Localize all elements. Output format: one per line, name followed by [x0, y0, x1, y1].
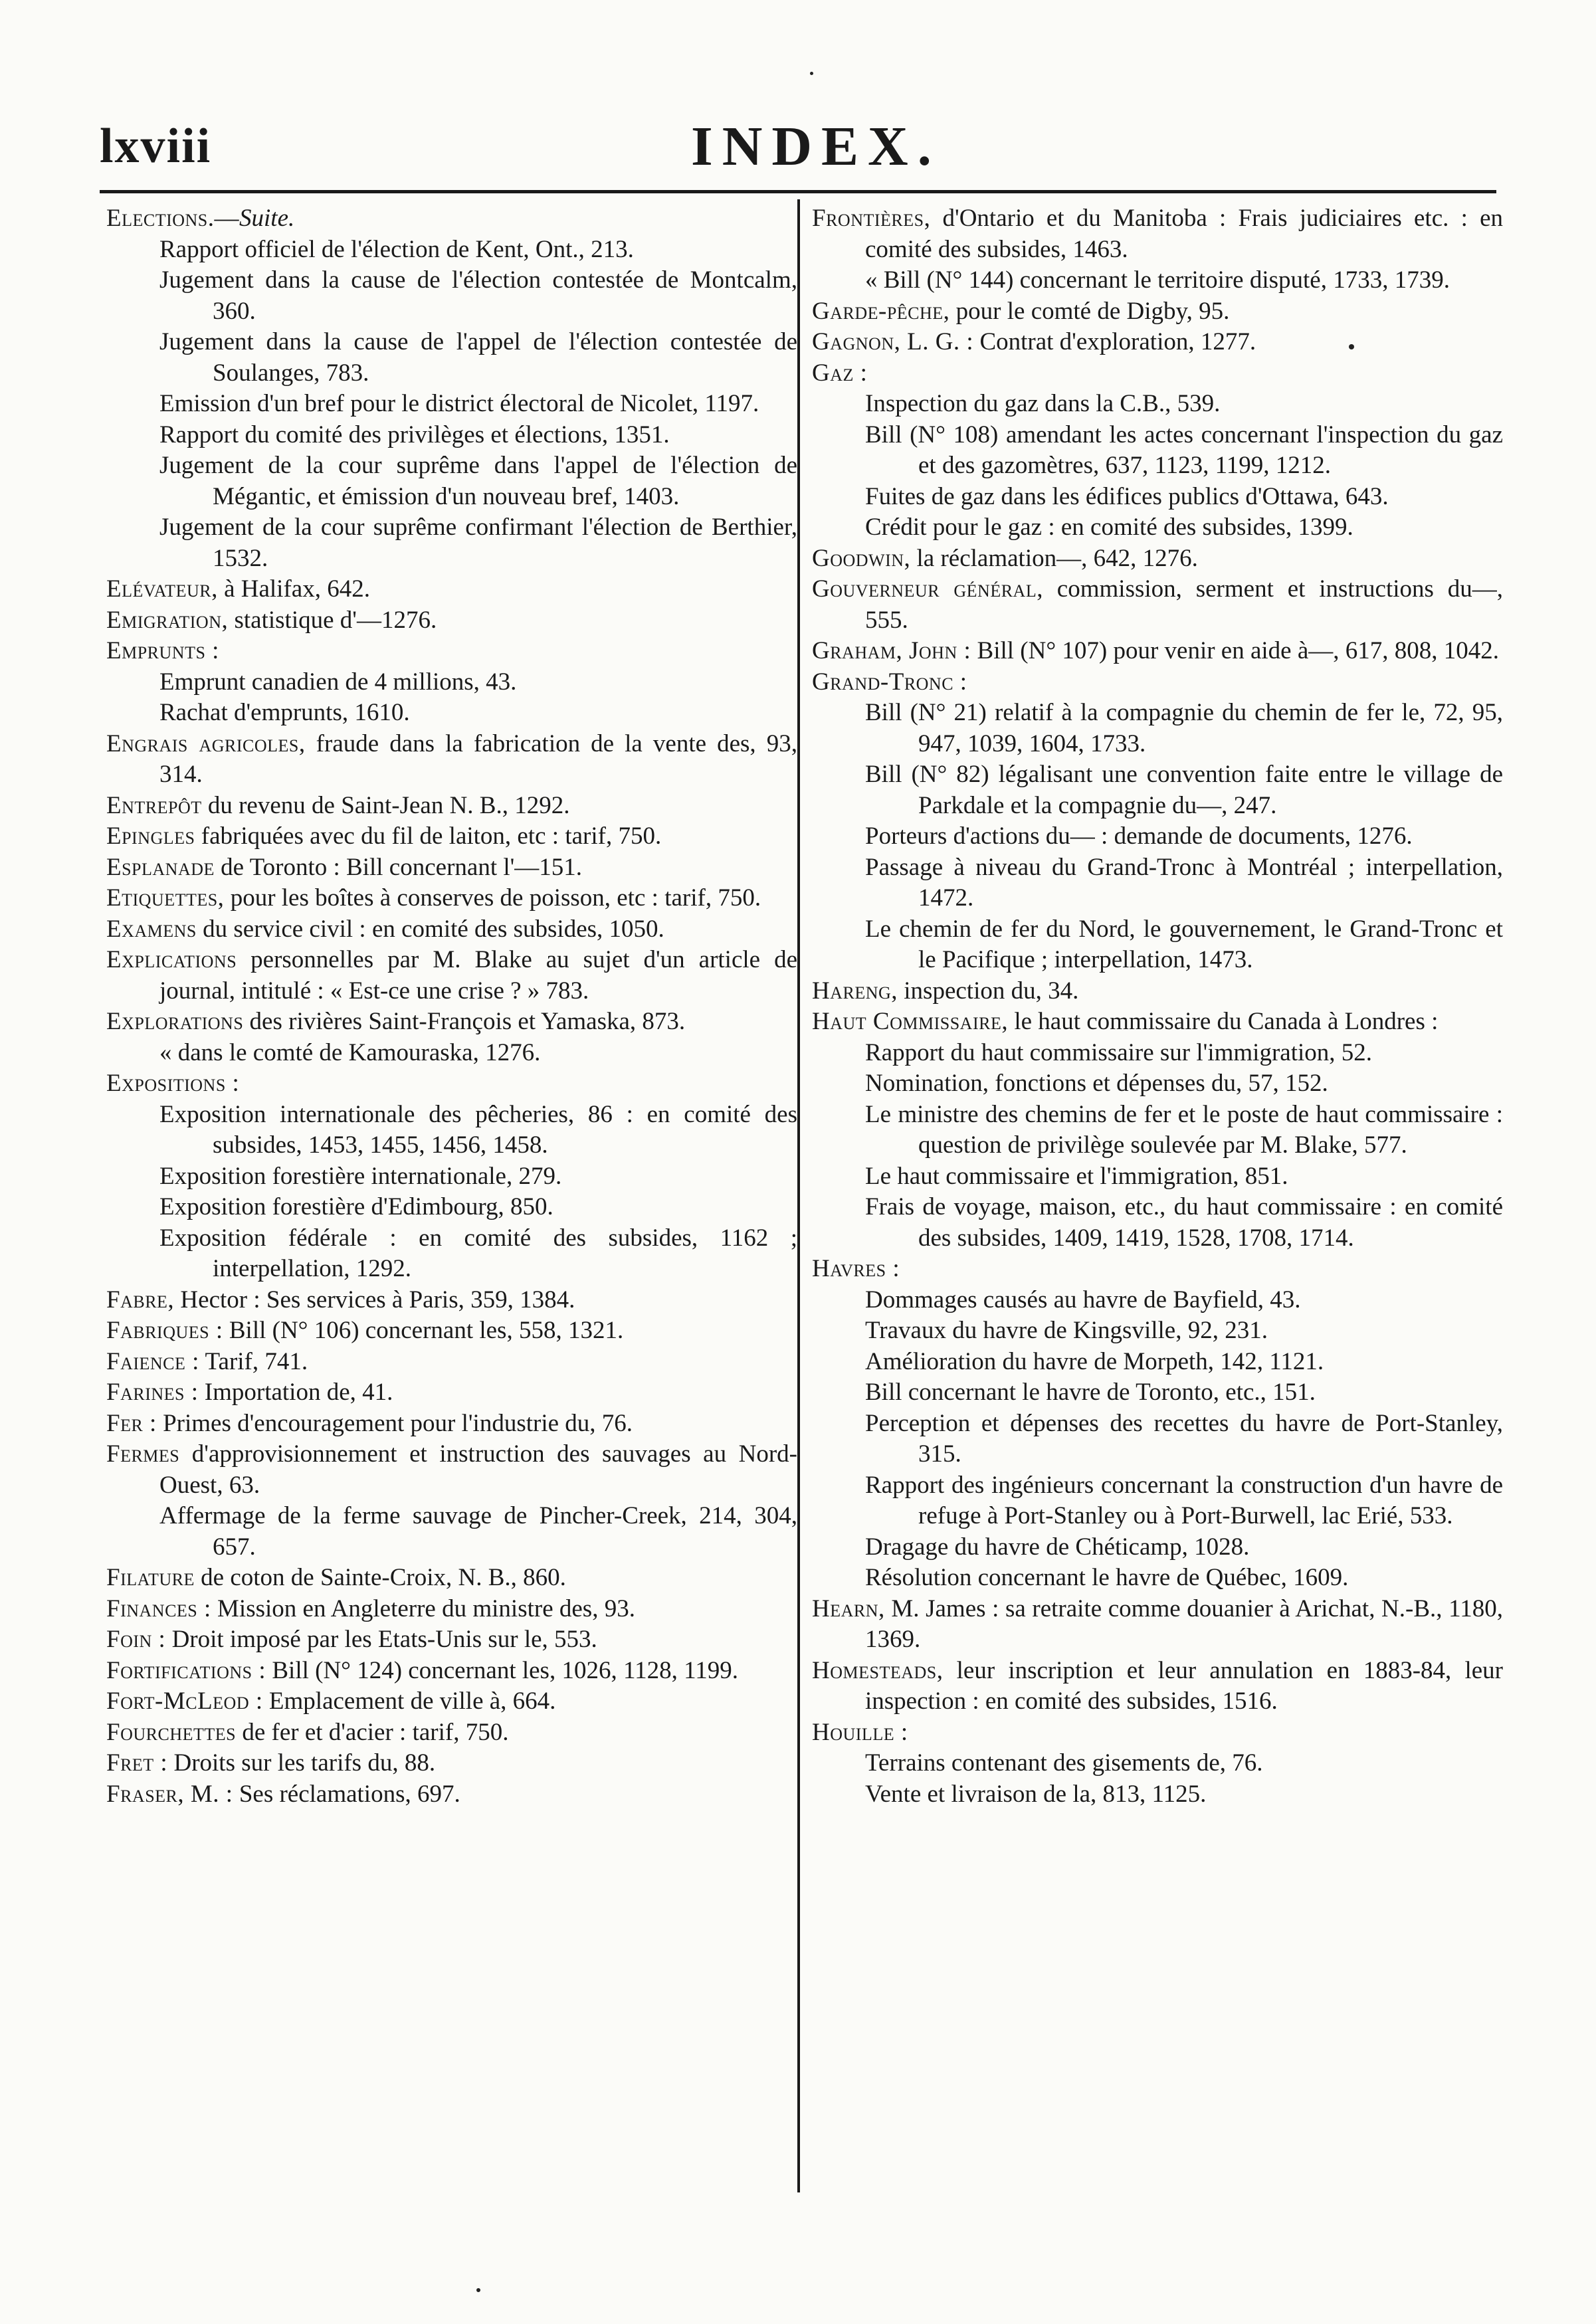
- index-text: du revenu de Saint-Jean N. B., 1292.: [201, 791, 570, 819]
- index-text: Bill (N° 108) amendant les actes concernant l'inspection du gaz et des gazomètres, 637, 1123, 1199, 1212.: [865, 421, 1503, 479]
- index-text: Bill (N° 21) relatif à la compagnie du chemin de fer le, 72, 95, 947, 1039, 1604, 1733.: [865, 699, 1503, 757]
- index-entry: [106, 883, 797, 914]
- index-text: Tarif, 741.: [199, 1347, 308, 1375]
- index-text: Emplacement de ville à, 664.: [262, 1688, 556, 1715]
- index-subentry: [106, 265, 797, 327]
- index-subentry: [812, 389, 1503, 420]
- index-term: Homesteads,: [812, 1656, 944, 1684]
- index-entry: [106, 1686, 797, 1717]
- index-term: Havres :: [812, 1255, 900, 1282]
- index-term: Fer :: [106, 1409, 157, 1437]
- index-subentry: [812, 1285, 1503, 1316]
- index-term: Frontières,: [812, 205, 931, 232]
- index-entry: [106, 1439, 797, 1501]
- index-subentry: [106, 235, 797, 266]
- index-subentry: [812, 852, 1503, 914]
- index-text: des rivières Saint-François et Yamaska, 873.: [243, 1008, 686, 1035]
- index-text: Affermage de la ferme sauvage de Pincher-Creek, 214, 304, 657.: [159, 1502, 797, 1561]
- index-term: Goodwin,: [812, 544, 911, 572]
- index-entry: [106, 1717, 797, 1749]
- index-text: Passage à niveau du Grand-Tronc à Montréal ; interpellation, 1472.: [865, 853, 1503, 912]
- index-entry: [106, 821, 797, 852]
- index-term: Grand-Tronc :: [812, 668, 967, 696]
- index-term: Expositions :: [106, 1070, 240, 1097]
- index-subentry: [106, 389, 797, 420]
- index-entry: [106, 1656, 797, 1687]
- index-text: « Bill (N° 144) concernant le territoire disputé, 1733, 1739.: [865, 266, 1450, 294]
- index-text: Vente et livraison de la, 813, 1125.: [865, 1780, 1207, 1808]
- index-entry: [106, 636, 797, 667]
- index-entry: [812, 1594, 1503, 1656]
- index-term: Fermes: [106, 1440, 180, 1468]
- index-entry: [812, 1254, 1503, 1285]
- index-entry: [812, 667, 1503, 698]
- index-term: Elévateur,: [106, 575, 218, 603]
- index-text: le haut commissaire du Canada à Londres :: [1008, 1008, 1439, 1035]
- index-term: Gagnon, L. G. :: [812, 328, 974, 355]
- index-subentry: [812, 512, 1503, 543]
- page-title: INDEX.: [691, 116, 941, 177]
- index-text: à Halifax, 642.: [217, 575, 370, 603]
- index-text: Rapport des ingénieurs concernant la construction d'un havre de refuge à Port-Stanley ou à Port-Burwell, lac Erié, 533.: [865, 1471, 1503, 1529]
- index-text: Rapport officiel de l'élection de Kent, Ont., 213.: [159, 235, 634, 263]
- index-text: « dans le comté de Kamouraska, 1276.: [159, 1038, 541, 1066]
- index-term: Finances :: [106, 1595, 211, 1622]
- index-term: Haut Commissaire,: [812, 1008, 1009, 1035]
- index-entry: [812, 296, 1503, 328]
- index-text: Le ministre des chemins de fer et le poste de haut commissaire : question de privilège soulevée par M. Blake, 577.: [865, 1100, 1503, 1159]
- index-text: Droit imposé par les Etats-Unis sur le, 553.: [165, 1626, 597, 1653]
- index-term: Engrais agricoles,: [106, 729, 306, 757]
- index-term: Faience :: [106, 1347, 199, 1375]
- index-entry: [812, 1007, 1503, 1038]
- index-subentry: [106, 327, 797, 389]
- index-text: Mission en Angleterre du ministre des, 93.: [211, 1595, 635, 1622]
- index-term: Graham, John :: [812, 637, 971, 664]
- index-entry: [812, 203, 1503, 265]
- index-text: Jugement de la cour suprême confirmant l'élection de Berthier, 1532.: [159, 514, 797, 572]
- index-text: pour les boîtes à conserves de poisson, etc : tarif, 750.: [224, 884, 761, 912]
- index-text: Hector : Ses services à Paris, 359, 1384.: [174, 1286, 575, 1313]
- index-subentry: [106, 1038, 797, 1069]
- index-text: Inspection du gaz dans la C.B., 539.: [865, 390, 1221, 417]
- index-term: Hearn,: [812, 1595, 885, 1622]
- index-subentry: [106, 698, 797, 729]
- index-text: Bill (N° 82) légalisant une convention faite entre le village de Parkdale et la compagnie du—, 247.: [865, 761, 1503, 819]
- index-term: Explications: [106, 946, 237, 973]
- index-term: Fabre,: [106, 1286, 175, 1313]
- print-mark: [476, 2288, 480, 2292]
- index-text: Le haut commissaire et l'immigration, 851.: [865, 1162, 1288, 1190]
- index-entry: [106, 1624, 797, 1656]
- index-text: statistique d'—1276.: [228, 606, 437, 634]
- index-entry: [106, 1285, 797, 1316]
- index-term: Explorations: [106, 1008, 244, 1035]
- index-entry: [106, 1377, 797, 1408]
- index-text: Jugement dans la cause de l'appel de l'élection contestée de Soulanges, 783.: [159, 328, 797, 387]
- index-entry: [106, 729, 797, 791]
- index-entry: [106, 1068, 797, 1100]
- index-column-left: [106, 203, 797, 1810]
- index-subentry: [812, 914, 1503, 976]
- index-text: Amélioration du havre de Morpeth, 142, 1121.: [865, 1347, 1324, 1375]
- index-term: Fraser, M. :: [106, 1780, 233, 1808]
- index-subentry: [812, 1347, 1503, 1378]
- index-subentry: [106, 1223, 797, 1285]
- index-text: Rapport du comité des privilèges et élections, 1351.: [159, 421, 670, 448]
- index-text: de Toronto : Bill concernant l'—151.: [214, 853, 583, 881]
- index-term: Emprunts :: [106, 637, 219, 664]
- index-text: d'approvisionnement et instruction des sauvages au Nord-Ouest, 63.: [159, 1440, 797, 1499]
- index-subentry: [106, 512, 797, 574]
- index-entry: [106, 1007, 797, 1038]
- index-subentry: [812, 1532, 1503, 1563]
- index-text: Exposition forestière d'Edimbourg, 850.: [159, 1193, 553, 1220]
- index-text: Bill concernant le havre de Toronto, etc., 151.: [865, 1379, 1316, 1406]
- index-subentry: [812, 1748, 1503, 1779]
- index-entry: [106, 914, 797, 945]
- index-term: Gaz :: [812, 359, 868, 387]
- index-term: Hareng,: [812, 977, 898, 1005]
- index-subentry: [812, 821, 1503, 852]
- index-subentry: [106, 1501, 797, 1563]
- index-text: fraude dans la fabrication de la vente des, 93, 314.: [159, 729, 797, 788]
- index-text: Exposition internationale des pêcheries, 86 : en comité des subsides, 1453, 1455, 1456, 1458.: [159, 1100, 797, 1159]
- index-text: Emprunt canadien de 4 millions, 43.: [159, 668, 517, 696]
- index-text: Dommages causés au havre de Bayfield, 43.: [865, 1286, 1301, 1313]
- index-term: Esplanade: [106, 853, 215, 881]
- index-text: Rapport du haut commissaire sur l'immigration, 52.: [865, 1038, 1372, 1066]
- index-entry: [812, 543, 1503, 575]
- index-text: Emission d'un bref pour le district électoral de Nicolet, 1197.: [159, 390, 759, 417]
- index-term: Fort-McLeod :: [106, 1688, 263, 1715]
- index-term: Farines :: [106, 1379, 199, 1406]
- index-entry: [106, 1779, 797, 1810]
- index-text: Exposition forestière internationale, 279.: [159, 1162, 562, 1190]
- index-subentry: [812, 1779, 1503, 1810]
- index-entry: [812, 1717, 1503, 1749]
- index-subentry: [812, 1408, 1503, 1470]
- header-rule: [100, 190, 1496, 193]
- index-text: Ses réclamations, 697.: [233, 1780, 460, 1808]
- index-entry: [106, 945, 797, 1007]
- index-term: Filature: [106, 1564, 195, 1591]
- index-term: Foin :: [106, 1626, 166, 1653]
- index-text: Importation de, 41.: [198, 1379, 393, 1406]
- index-text: Crédit pour le gaz : en comité des subsides, 1399.: [865, 514, 1353, 541]
- index-entry: [106, 605, 797, 636]
- index-entry: [106, 1408, 797, 1440]
- column-divider: [797, 199, 800, 2192]
- index-entry: [106, 852, 797, 884]
- index-entry: [106, 1594, 797, 1625]
- index-term: Houille :: [812, 1718, 908, 1746]
- index-subentry: [106, 420, 797, 451]
- index-text: Bill (N° 106) concernant les, 558, 1321.: [223, 1317, 624, 1344]
- index-subentry: [812, 265, 1503, 296]
- index-text: Bill (N° 124) concernant les, 1026, 1128, 1199.: [266, 1656, 738, 1684]
- index-entry: [812, 976, 1503, 1007]
- index-subentry: [812, 698, 1503, 759]
- index-text: Dragage du havre de Chéticamp, 1028.: [865, 1533, 1250, 1561]
- index-term: Entrepôt: [106, 791, 202, 819]
- index-subentry: [106, 450, 797, 512]
- index-subentry: [812, 420, 1503, 482]
- page-number: lxviii: [100, 119, 212, 173]
- index-term: Examens: [106, 915, 197, 943]
- index-text: Perception et dépenses des recettes du havre de Port-Stanley, 315.: [865, 1409, 1503, 1468]
- print-mark: [1349, 344, 1354, 349]
- index-entry: [812, 358, 1503, 389]
- index-term: Fortifications :: [106, 1656, 266, 1684]
- index-entry: [106, 203, 797, 235]
- index-entry: [812, 574, 1503, 636]
- index-text: fabriquées avec du fil de laiton, etc : tarif, 750.: [195, 823, 662, 850]
- index-text: de coton de Sainte-Croix, N. B., 860.: [194, 1564, 566, 1591]
- print-mark: [810, 72, 813, 75]
- index-term: Emigration,: [106, 606, 229, 634]
- index-entry: [106, 791, 797, 822]
- index-text: Jugement de la cour suprême dans l'appel de l'élection de Mégantic, et émission d'un nouveau bref, 1403.: [159, 452, 797, 510]
- index-text: leur inscription et leur annulation en 1883-84, leur inspection : en comité des subsides, 1516.: [865, 1656, 1503, 1715]
- index-text: Primes d'encouragement pour l'industrie du, 76.: [156, 1409, 633, 1437]
- index-entry: [106, 1315, 797, 1347]
- index-subentry: [106, 1192, 797, 1223]
- index-subentry: [812, 1470, 1503, 1532]
- index-entry: [812, 636, 1503, 667]
- index-text: Fuites de gaz dans les édifices publics d'Ottawa, 643.: [865, 482, 1389, 510]
- index-text: Le chemin de fer du Nord, le gouvernement, le Grand-Tronc et le Pacifique ; interpellation, 1473.: [865, 915, 1503, 973]
- index-column-right: [812, 203, 1503, 1810]
- index-text: Contrat d'exploration, 1277.: [973, 328, 1256, 355]
- index-entry: [106, 1563, 797, 1594]
- index-text: du service civil : en comité des subsides, 1050.: [196, 915, 664, 943]
- index-term: Fret :: [106, 1749, 168, 1777]
- index-term: Garde-pêche,: [812, 297, 950, 325]
- index-entry: [812, 1656, 1503, 1717]
- index-text: Bill (N° 107) pour venir en aide à—, 617, 808, 1042.: [971, 637, 1500, 664]
- index-entry: [106, 574, 797, 605]
- index-subentry: [812, 1563, 1503, 1594]
- index-entry: [106, 1347, 797, 1378]
- index-text: Exposition fédérale : en comité des subsides, 1162 ; interpellation, 1292.: [159, 1224, 797, 1282]
- index-subentry: [106, 1100, 797, 1161]
- index-text: inspection du, 34.: [898, 977, 1079, 1005]
- index-subentry: [812, 1068, 1503, 1100]
- index-subentry: [812, 482, 1503, 513]
- index-term: Elections.—: [106, 205, 240, 232]
- index-subentry: [812, 1161, 1503, 1193]
- index-text: Terrains contenant des gisements de, 76.: [865, 1749, 1263, 1777]
- index-term: Etiquettes,: [106, 884, 225, 912]
- index-term: Fabriques :: [106, 1317, 223, 1344]
- index-text: Travaux du havre de Kingsville, 92, 231.: [865, 1317, 1268, 1344]
- index-text: la réclamation—, 642, 1276.: [910, 544, 1198, 572]
- index-term: Gouverneur général,: [812, 575, 1043, 603]
- index-entry: [812, 327, 1503, 358]
- index-text: personnelles par M. Blake au sujet d'un article de journal, intitulé : « Est-ce une crise ? » 783.: [159, 946, 797, 1005]
- index-text: Droits sur les tarifs du, 88.: [167, 1749, 436, 1777]
- index-subentry: [812, 1038, 1503, 1069]
- index-subentry: [812, 1100, 1503, 1161]
- index-text: Frais de voyage, maison, etc., du haut commissaire : en comité des subsides, 1409, 1419, 1528, 1708, 1714.: [865, 1193, 1503, 1252]
- index-text: d'Ontario et du Manitoba : Frais judiciaires etc. : en comité des subsides, 1463.: [865, 205, 1503, 263]
- index-term: Fourchettes: [106, 1718, 237, 1746]
- index-text: de fer et d'acier : tarif, 750.: [236, 1718, 509, 1746]
- index-entry: [106, 1748, 797, 1779]
- index-subentry: [812, 1192, 1503, 1254]
- index-term: Epingles: [106, 823, 195, 850]
- index-text: Résolution concernant le havre de Québec, 1609.: [865, 1564, 1349, 1591]
- index-text: Porteurs d'actions du— : demande de documents, 1276.: [865, 823, 1413, 850]
- index-text: M. James : sa retraite comme douanier à Arichat, N.-B., 1180, 1369.: [865, 1595, 1503, 1653]
- index-subentry: [812, 1315, 1503, 1347]
- index-text: commission, serment et instructions du—, 555.: [865, 575, 1504, 634]
- index-text: Rachat d'emprunts, 1610.: [159, 699, 410, 726]
- index-subentry: [106, 1161, 797, 1193]
- index-text: pour le comté de Digby, 95.: [949, 297, 1230, 325]
- index-subentry: [812, 1377, 1503, 1408]
- index-subentry: [812, 759, 1503, 821]
- index-text: Jugement dans la cause de l'élection contestée de Montcalm, 360.: [159, 266, 797, 325]
- index-subentry: [106, 667, 797, 698]
- index-text: Nomination, fonctions et dépenses du, 57, 152.: [865, 1070, 1328, 1097]
- index-text: Suite.: [239, 205, 295, 232]
